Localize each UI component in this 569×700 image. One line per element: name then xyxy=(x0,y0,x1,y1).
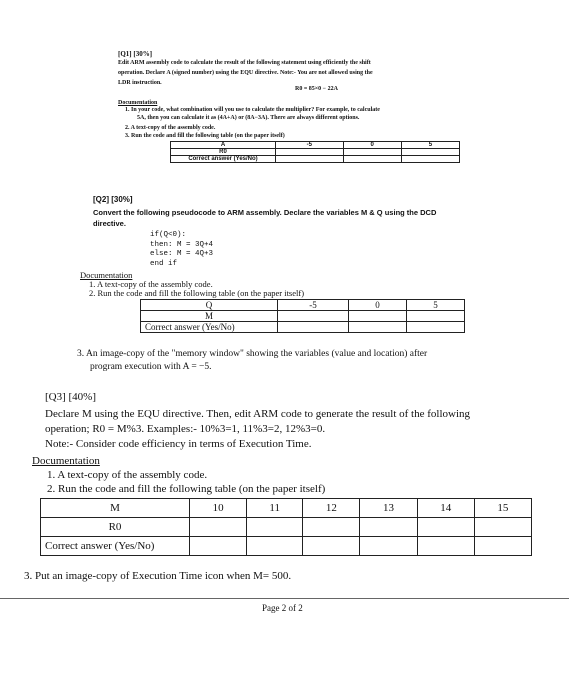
table-cell xyxy=(406,322,464,333)
page-number: Page 2 of 2 xyxy=(262,603,303,613)
table-cell xyxy=(474,537,531,556)
table-row xyxy=(171,156,460,163)
table-cell xyxy=(348,322,406,333)
table-cell: 15 xyxy=(474,499,531,518)
table-cell: Q xyxy=(141,300,278,311)
q3-results-table xyxy=(40,498,532,556)
table-cell: 10 xyxy=(190,499,247,518)
table-row xyxy=(171,142,460,149)
table-cell xyxy=(474,518,531,537)
code-line: then: M = 3Q+4 xyxy=(150,240,214,249)
q2-doc-heading: Documentation xyxy=(80,270,133,280)
q3-item1: 1. A text-copy of the assembly code. xyxy=(47,469,208,481)
table-row xyxy=(171,149,460,156)
table-cell: M xyxy=(141,311,278,322)
code-line: else: M = 4Q+3 xyxy=(150,250,214,258)
code-line: end if xyxy=(150,259,178,268)
table-cell xyxy=(190,537,247,556)
table-cell: 5 xyxy=(401,142,459,149)
table-cell: 5 xyxy=(406,300,464,311)
table-cell xyxy=(401,156,459,163)
q2-results-table xyxy=(140,299,465,333)
table-cell: Correct answer (Yes/No) xyxy=(141,322,278,333)
table-cell xyxy=(303,518,360,537)
q1-header: [Q1] [30%] xyxy=(118,50,153,58)
q2-item1: 1. A text-copy of the assembly code. xyxy=(89,279,213,289)
table-row xyxy=(141,311,465,322)
q1-line1: Edit ARM assembly code to calculate the result of the following statement using efficiently the shift xyxy=(118,60,371,66)
table-row xyxy=(41,518,532,537)
page-divider xyxy=(0,598,569,599)
table-cell xyxy=(303,537,360,556)
table-cell xyxy=(360,537,417,556)
table-cell xyxy=(360,518,417,537)
q2-item2: 2. Run the code and fill the following table (on the paper itself) xyxy=(89,288,305,298)
table-cell: R0 xyxy=(41,518,190,537)
q2-line1: Convert the following pseudocode to ARM assembly. Declare the variables M & Q using the DCD xyxy=(93,208,437,217)
table-cell xyxy=(417,518,474,537)
table-row xyxy=(41,537,532,556)
q3-item3: 3. Put an image-copy of Execution Time icon when M= 500. xyxy=(24,570,292,582)
table-cell xyxy=(343,149,401,156)
q1-results-table xyxy=(170,141,460,163)
table-cell: -5 xyxy=(276,142,344,149)
table-cell: 0 xyxy=(348,300,406,311)
table-cell xyxy=(247,537,303,556)
table-cell: 13 xyxy=(360,499,417,518)
table-cell xyxy=(278,311,349,322)
q3-line3: Note:- Consider code efficiency in terms of Execution Time. xyxy=(45,438,312,450)
table-cell xyxy=(278,322,349,333)
table-cell: 12 xyxy=(303,499,360,518)
table-cell xyxy=(343,156,401,163)
q2-header: [Q2] [30%] xyxy=(93,195,133,204)
q1-item3: 3. Run the code and fill the following table (on the paper itself) xyxy=(125,133,285,139)
q1-item2: 2. A text-copy of the assembly code. xyxy=(125,125,216,131)
q1-formula: R0 = 85×0 − 22A xyxy=(295,86,338,92)
q3-doc-heading: Documentation xyxy=(32,455,100,467)
q2-item3b: program execution with A = −5. xyxy=(90,362,212,372)
table-cell: 11 xyxy=(247,499,303,518)
table-cell: -5 xyxy=(278,300,349,311)
table-cell xyxy=(276,156,344,163)
q2-pseudocode xyxy=(150,231,213,269)
q1-doc-heading: Documentation xyxy=(118,100,158,106)
table-cell: M xyxy=(41,499,190,518)
q3-line1: Declare M using the EQU directive. Then, edit ARM code to generate the result of the following xyxy=(45,408,471,420)
q2-line2: directive. xyxy=(93,219,126,228)
q3-line2: operation; R0 = M%3. Examples:- 10%3=1, 11%3=2, 12%3=0. xyxy=(45,423,326,435)
table-cell: 14 xyxy=(417,499,474,518)
table-cell xyxy=(276,149,344,156)
table-cell xyxy=(348,311,406,322)
q1-item1a: 1. In your code, what combination will you use to calculate the multiplier? For example, to calculate xyxy=(125,107,380,113)
table-cell: Correct answer (Yes/No) xyxy=(41,537,190,556)
q3-item2: 2. Run the code and fill the following table (on the paper itself) xyxy=(47,483,326,495)
q3-header: [Q3] [40%] xyxy=(45,391,97,403)
q2-item3a: 3. An image-copy of the "memory window" showing the variables (value and location) after xyxy=(77,349,428,359)
table-cell: Correct answer (Yes/No) xyxy=(171,156,276,163)
table-cell xyxy=(401,149,459,156)
q1-line2: operation. Declare A (signed number) using the EQU directive. Note:- You are not allowed using the xyxy=(118,70,373,76)
code-line: if(Q<0): xyxy=(150,231,187,239)
table-row xyxy=(141,322,465,333)
table-row xyxy=(141,300,465,311)
table-cell xyxy=(190,518,247,537)
table-row xyxy=(41,499,532,518)
q1-item1b: 5A, then you can calculate it as (4A+A) or (8A−3A). There are always different options. xyxy=(137,115,360,121)
table-cell xyxy=(247,518,303,537)
table-cell xyxy=(417,537,474,556)
q1-line3: LDR instruction. xyxy=(118,80,162,86)
table-cell: A xyxy=(171,142,276,149)
table-cell: R0 xyxy=(171,149,276,156)
table-cell xyxy=(406,311,464,322)
table-cell: 0 xyxy=(343,142,401,149)
